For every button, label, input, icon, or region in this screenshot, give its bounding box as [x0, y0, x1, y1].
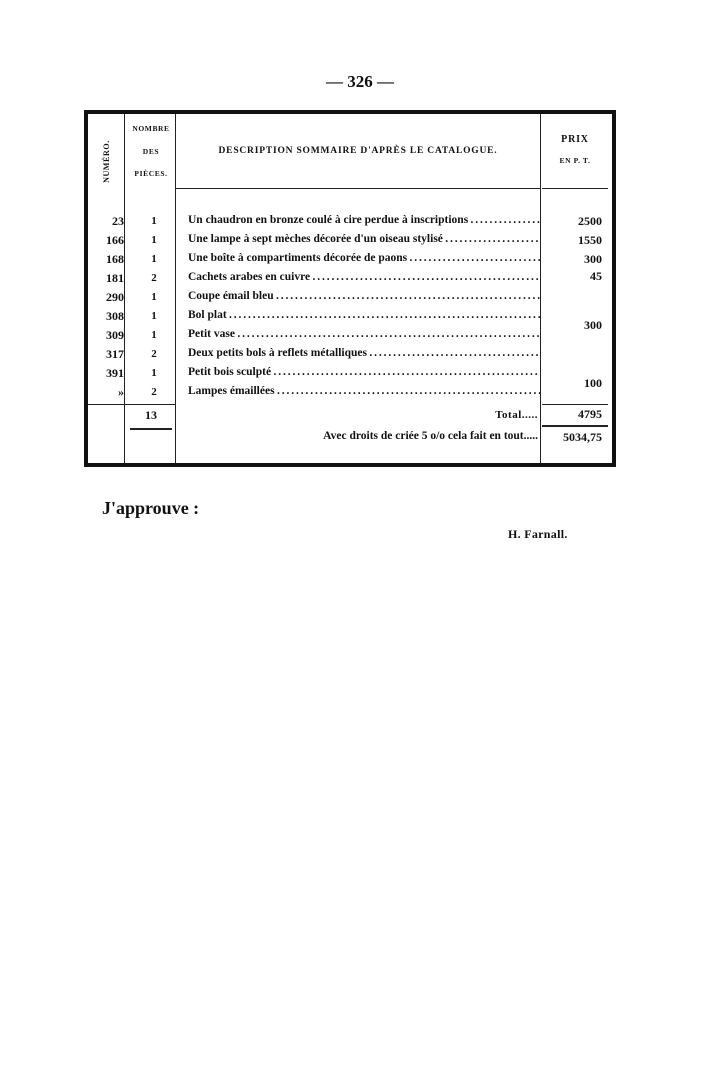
approval-text: J'approuve : [102, 498, 200, 518]
with-fees-label: Avec droits de criée 5 o/o cela fait en tout..... [323, 430, 538, 442]
row-number: » [118, 385, 124, 399]
row-quantity: 1 [151, 234, 157, 246]
catalogue-table [84, 110, 616, 467]
row-number: 317 [106, 347, 124, 361]
row-description: Petit vase . . . [188, 328, 540, 340]
row-price: 300 [584, 252, 602, 266]
row-number: 181 [106, 271, 124, 285]
header-description: DESCRIPTION SOMMAIRE D'APRÈS LE CATALOGUE. [218, 146, 498, 156]
row-description: Une boîte à compartiments décorée de paons . . . [188, 252, 540, 264]
row-price: 1550 [578, 233, 602, 247]
row-number: 168 [106, 252, 124, 266]
row-quantity: 1 [151, 253, 157, 265]
header-en-pt: EN P. T. [559, 156, 591, 165]
header-prix: PRIX [561, 134, 589, 145]
row-number: 166 [106, 233, 124, 247]
header-numero: NUMÉRO. [101, 139, 111, 183]
row-quantity: 1 [151, 310, 157, 322]
header-rule [542, 188, 608, 189]
row-number: 308 [106, 309, 124, 323]
total-rule [125, 404, 175, 405]
page-number: — 326 — [326, 72, 394, 91]
total-rule [88, 404, 124, 405]
row-description: Une lampe à sept mèches décorée d'un oiseau stylisé . . . [188, 233, 540, 245]
group-price: 100 [584, 376, 602, 390]
row-quantity: 2 [151, 272, 157, 284]
row-quantity: 2 [151, 348, 157, 360]
total-underline [130, 428, 172, 430]
row-number: 290 [106, 290, 124, 304]
row-price: 2500 [578, 214, 602, 228]
row-quantity: 1 [151, 215, 157, 227]
row-quantity: 1 [151, 291, 157, 303]
row-number: 23 [112, 214, 124, 228]
header-rule [176, 188, 540, 189]
row-description: Cachets arabes en cuivre . . . [188, 271, 540, 283]
group-price: 300 [584, 318, 602, 332]
row-quantity: 1 [151, 367, 157, 379]
header-nombre: NOMBRE [132, 124, 170, 133]
signature: H. Farnall. [508, 527, 568, 541]
total-price: 4795 [578, 407, 602, 421]
row-description: Deux petits bols à reflets métalliques . . . [188, 347, 540, 359]
row-description: Bol plat . . . [188, 309, 540, 321]
total-rule [542, 404, 608, 405]
column-rule [124, 114, 125, 463]
header-pieces: PIÈCES. [134, 169, 168, 178]
header-des: DES [142, 147, 160, 156]
row-number: 391 [106, 366, 124, 380]
total-underline [542, 425, 608, 427]
row-number: 309 [106, 328, 124, 342]
with-fees-price: 5034,75 [563, 430, 602, 444]
total-label: Total..... [495, 409, 538, 421]
row-description: Petit bois sculpté . . . [188, 366, 540, 378]
row-description: Un chaudron en bronze coulé à cire perdue à inscriptions . . . [188, 214, 540, 226]
row-description: Lampes émaillées . . . [188, 385, 540, 397]
row-price: 45 [590, 269, 602, 283]
row-quantity: 2 [151, 386, 157, 398]
row-quantity: 1 [151, 329, 157, 341]
total-quantity: 13 [145, 408, 157, 422]
row-description: Coupe émail bleu . . . [188, 290, 540, 302]
column-rule [540, 114, 541, 463]
